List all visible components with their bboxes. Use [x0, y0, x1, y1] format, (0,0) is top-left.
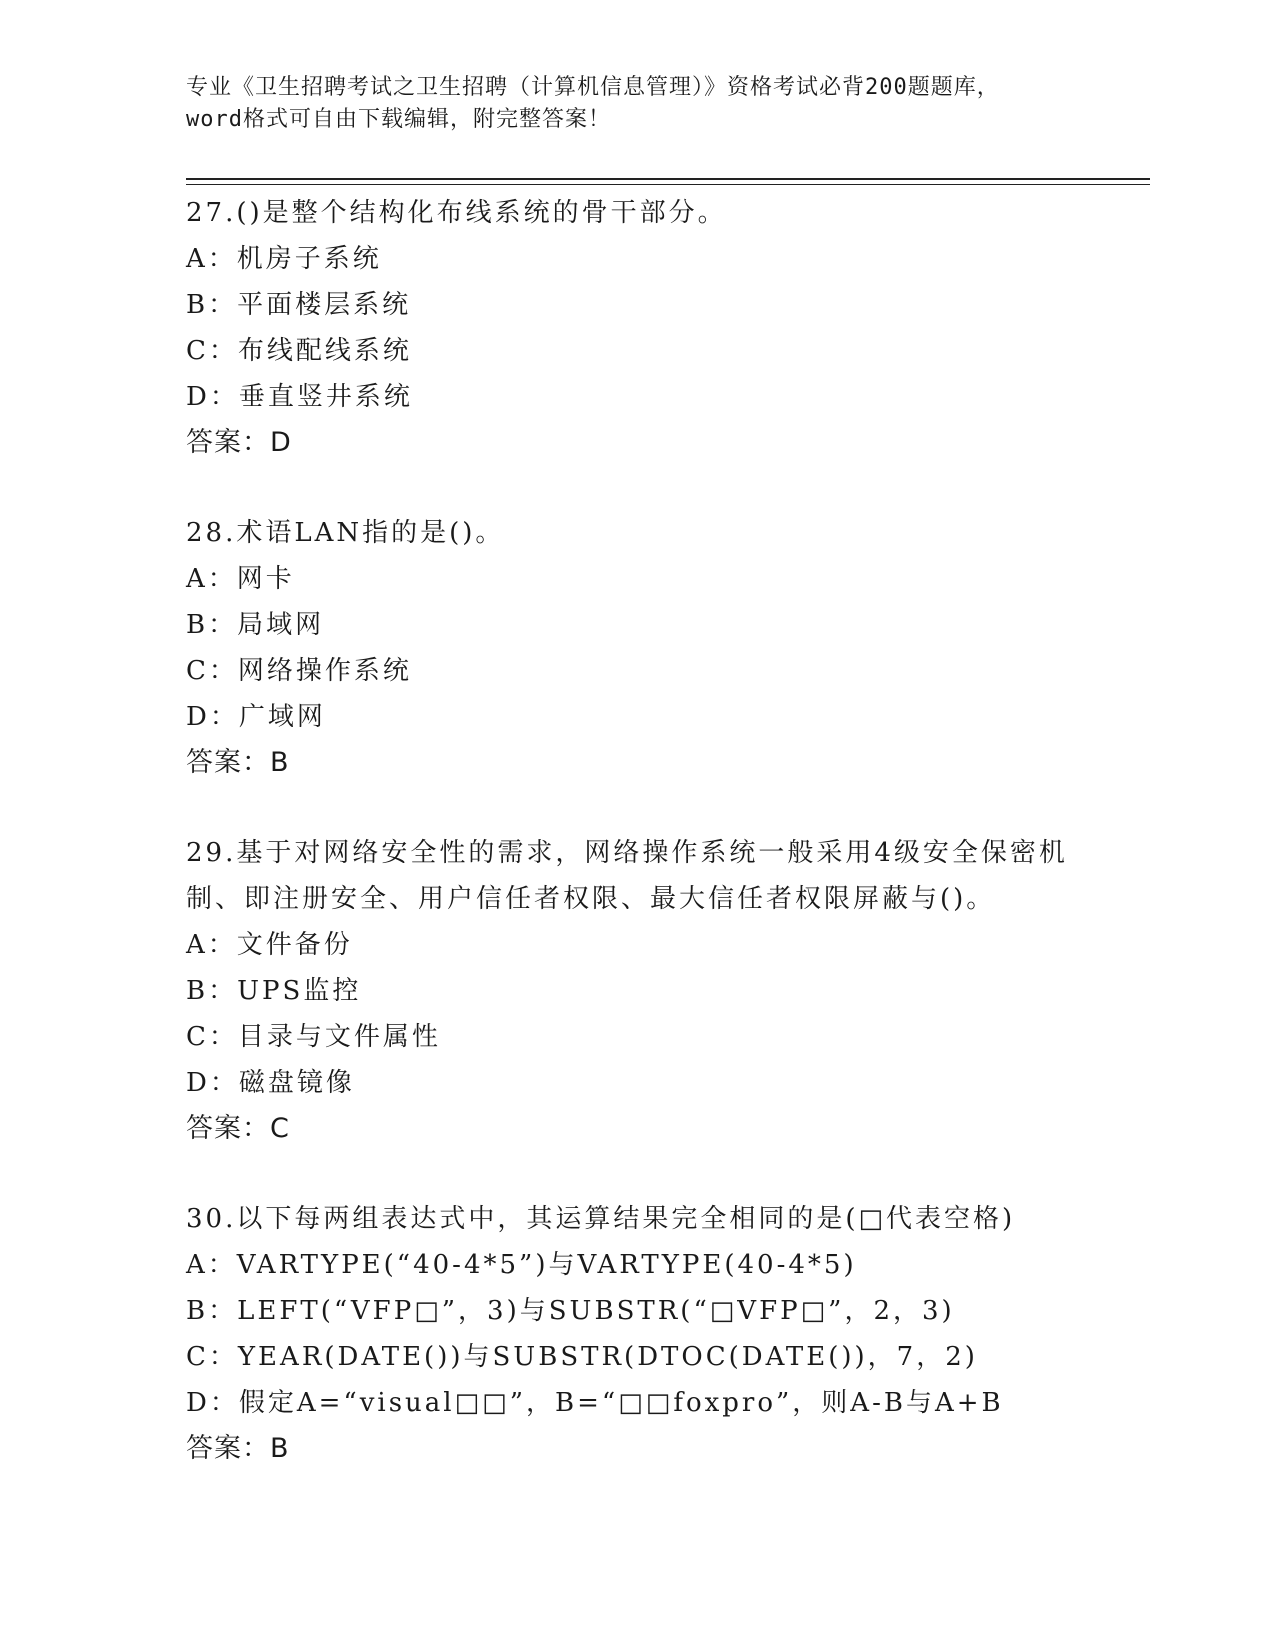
- option-c: C：目录与文件属性: [186, 1022, 441, 1052]
- question-list: [186, 190, 1150, 1516]
- option-b: B：平面楼层系统: [186, 290, 412, 320]
- header-divider: [186, 178, 1150, 180]
- question-stem-continued: 制、即注册安全、用户信任者权限、最大信任者权限屏蔽与()。: [186, 884, 996, 914]
- question-29: [186, 830, 1150, 1152]
- question-stem: 29.基于对网络安全性的需求，网络操作系统一般采用4级安全保密机: [186, 838, 1068, 868]
- option-a: A：机房子系统: [186, 244, 382, 274]
- question-30: [186, 1196, 1150, 1472]
- header-divider-thin: [186, 184, 1150, 185]
- option-b: B：LEFT(“VFP□”，3)与SUBSTR(“□VFP□”，2，3): [186, 1296, 955, 1326]
- document-header: [186, 72, 1086, 136]
- option-d: D：广域网: [186, 702, 326, 732]
- answer: 答案：D: [186, 427, 292, 458]
- answer: 答案：C: [186, 1113, 290, 1144]
- header-line-1: 专业《卫生招聘考试之卫生招聘（计算机信息管理）》资格考试必背200题题库，: [186, 75, 1000, 100]
- question-stem: 28.术语LAN指的是()。: [186, 518, 505, 548]
- answer: 答案：B: [186, 747, 290, 778]
- question-27: [186, 190, 1150, 466]
- question-28: [186, 510, 1150, 786]
- option-a: A：网卡: [186, 564, 295, 594]
- header-line-2: word格式可自由下载编辑，附完整答案！: [186, 107, 611, 132]
- option-d: D：假定A=“visual□□”，B=“□□foxpro”，则A-B与A+B: [186, 1388, 1004, 1418]
- option-c: C：布线配线系统: [186, 336, 412, 366]
- option-c: C：网络操作系统: [186, 656, 412, 686]
- option-b: B：局域网: [186, 610, 325, 640]
- option-a: A：VARTYPE(“40-4*5”)与VARTYPE(40-4*5): [186, 1250, 857, 1280]
- option-a: A：文件备份: [186, 930, 353, 960]
- option-d: D：磁盘镜像: [186, 1068, 355, 1098]
- option-d: D：垂直竖井系统: [186, 382, 413, 412]
- question-stem: 30.以下每两组表达式中，其运算结果完全相同的是(□代表空格): [186, 1204, 1016, 1234]
- option-b: B：UPS监控: [186, 976, 362, 1006]
- answer: 答案：B: [186, 1433, 290, 1464]
- option-c: C：YEAR(DATE())与SUBSTR(DTOC(DATE())，7，2): [186, 1342, 978, 1372]
- question-stem: 27.()是整个结构化布线系统的骨干部分。: [186, 198, 727, 228]
